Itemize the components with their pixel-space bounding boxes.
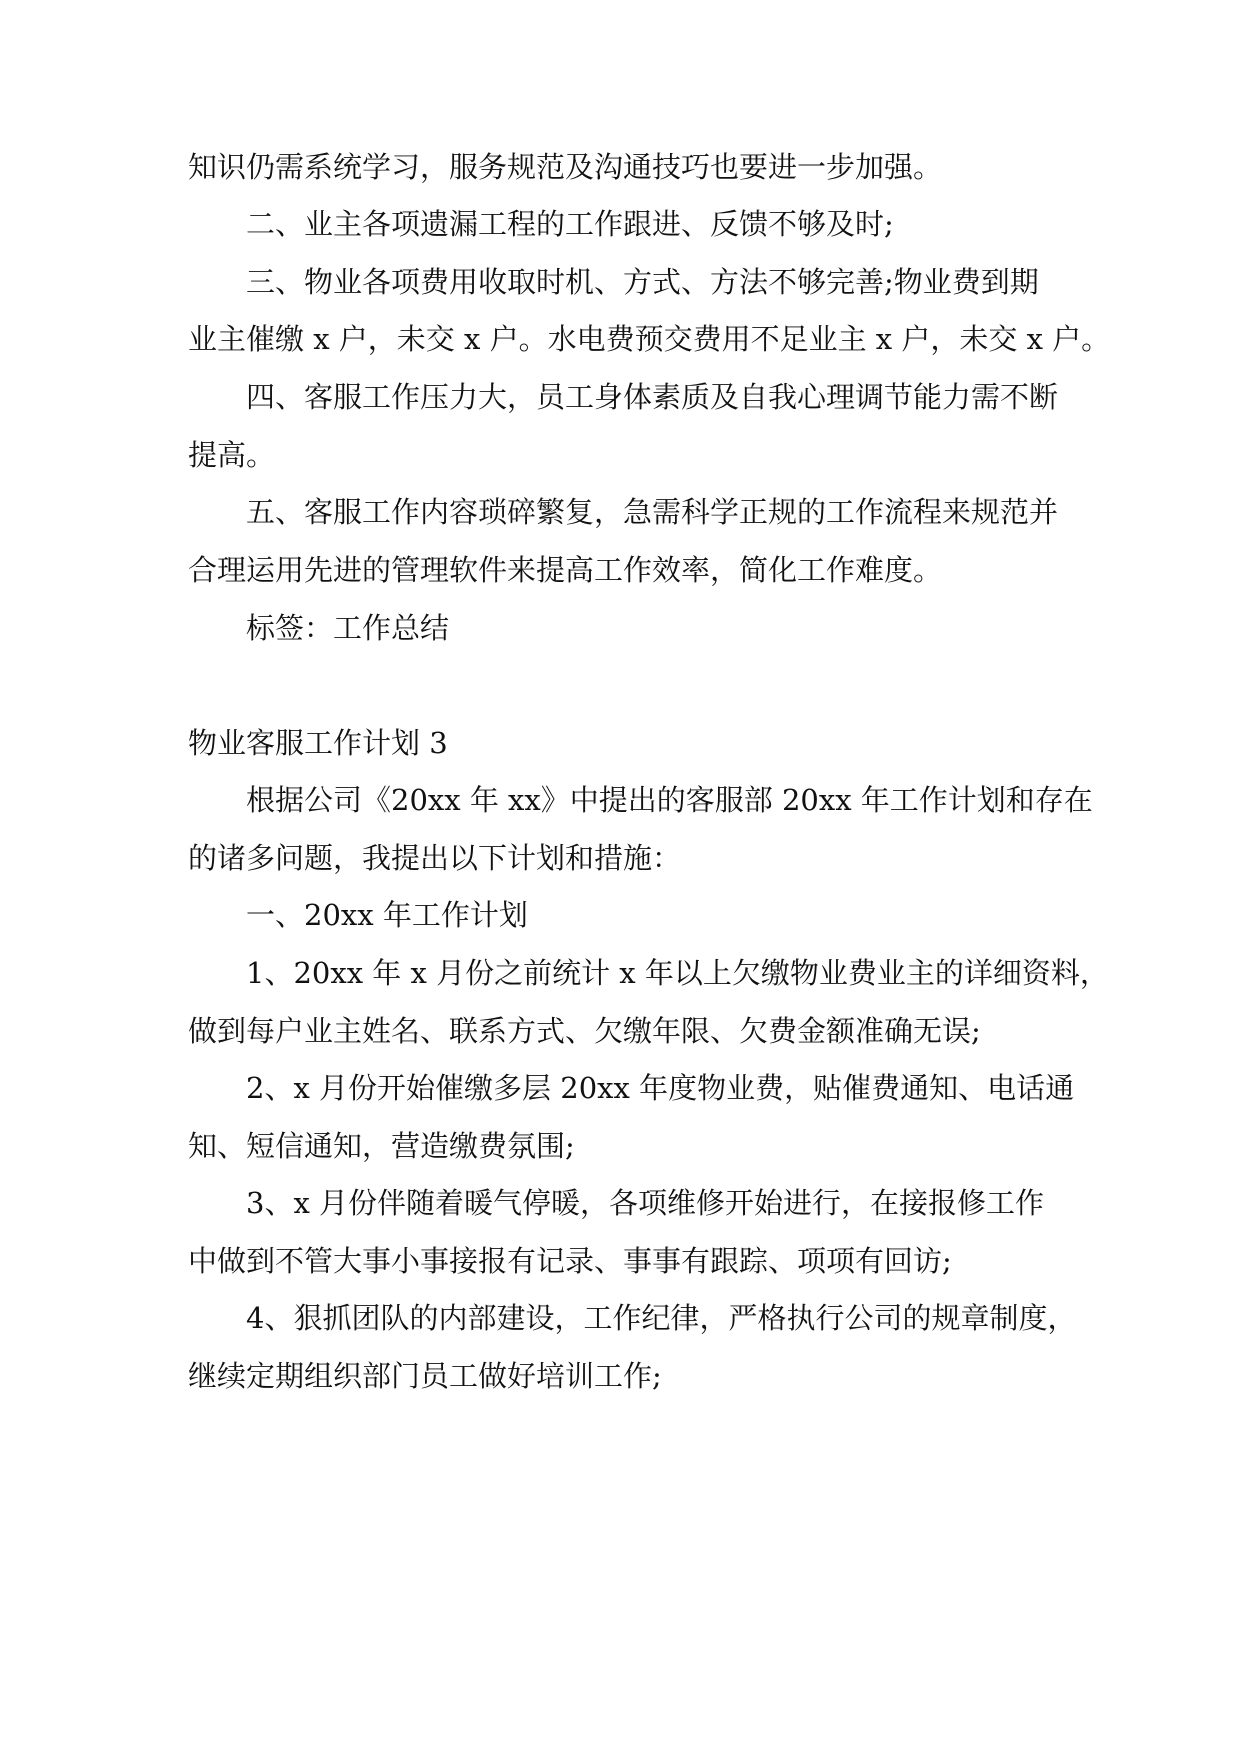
paragraph-line: 中做到不管大事小事接报有记录、事事有跟踪、项项有回访;: [188, 1244, 952, 1278]
list-item: 4、狠抓团队的内部建设，工作纪律，严格执行公司的规章制度，: [246, 1301, 1077, 1335]
paragraph-line: 业主催缴 x 户，未交 x 户。水电费预交费用不足业主 x 户，未交 x 户。: [188, 322, 1111, 356]
paragraph-line: 做到每户业主姓名、联系方式、欠缴年限、欠费金额准确无误;: [188, 1014, 981, 1048]
paragraph-line: 四、客服工作压力大，员工身体素质及自我心理调节能力需不断: [246, 380, 1059, 414]
list-item: 2、x 月份开始催缴多层 20xx 年度物业费，贴催费通知、电话通: [246, 1071, 1075, 1105]
paragraph-line: 提高。: [188, 438, 276, 472]
paragraph-line: 五、客服工作内容琐碎繁复，急需科学正规的工作流程来规范并: [246, 495, 1059, 529]
paragraph-line: 继续定期组织部门员工做好培训工作;: [188, 1359, 662, 1393]
paragraph-line: 三、物业各项费用收取时机、方式、方法不够完善;物业费到期: [246, 265, 1039, 299]
paragraph-line: 知、短信通知，营造缴费氛围;: [188, 1129, 575, 1163]
paragraph-line: 二、业主各项遗漏工程的工作跟进、反馈不够及时;: [246, 207, 894, 241]
paragraph-line: 知识仍需系统学习，服务规范及沟通技巧也要进一步加强。: [188, 150, 943, 184]
tag-line: 标签：工作总结: [246, 611, 450, 645]
paragraph-line: 合理运用先进的管理软件来提高工作效率，简化工作难度。: [188, 553, 943, 587]
subsection-heading: 一、20xx 年工作计划: [246, 898, 528, 932]
paragraph-line: 的诸多问题，我提出以下计划和措施：: [188, 841, 682, 875]
list-item: 1、20xx 年 x 月份之前统计 x 年以上欠缴物业费业主的详细资料，: [246, 956, 1109, 990]
list-item: 3、x 月份伴随着暖气停暖，各项维修开始进行，在接报修工作: [246, 1186, 1045, 1220]
section-title: 物业客服工作计划 3: [188, 726, 448, 760]
paragraph-line: 根据公司《20xx 年 xx》中提出的客服部 20xx 年工作计划和存在: [246, 783, 1093, 817]
